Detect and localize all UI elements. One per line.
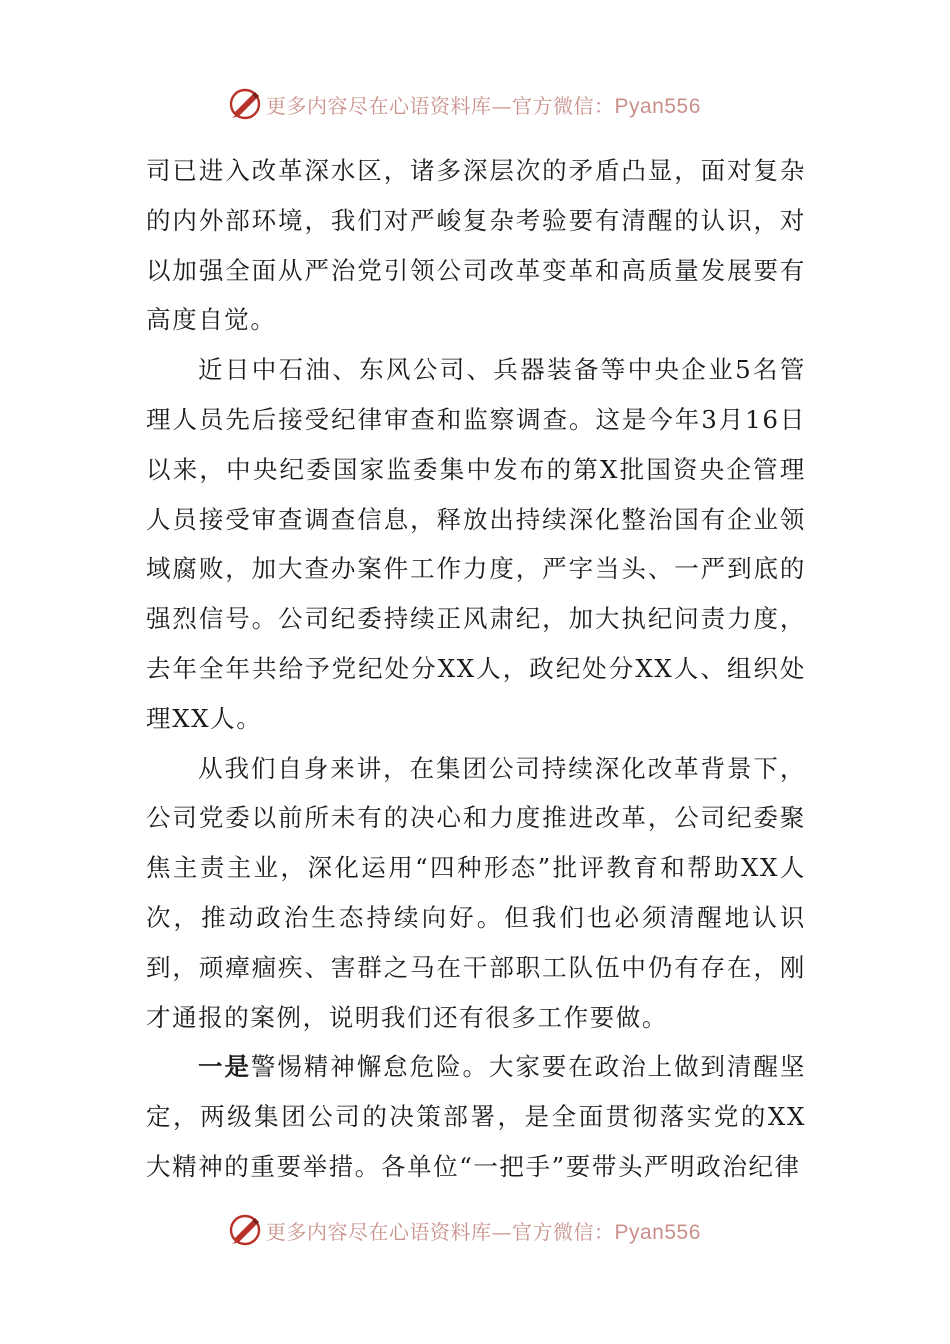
footer-wechat-id: Pyan556 [614,1220,701,1244]
header-banner-text: 更多内容尽在心语资料库—官方微信：Pyan556 [266,93,701,118]
footer-banner-text: 更多内容尽在心语资料库—官方微信：Pyan556 [266,1219,701,1244]
paragraph-1: 司已进入改革深水区，诸多深层次的矛盾凸显，面对复杂的内外部环境，我们对严峻复杂考验要有清醒的认识，对以加强全面从严治党引领公司改革变革和高质量发展要有高度自觉。 [146,156,806,335]
paragraph-4-lead: 一是 [198,1052,251,1082]
paragraph-4-text: 警惕精神懈怠危险。大家要在政治上做到清醒坚定，两级集团公司的决策部署，是全面贯彻落实党的XX大精神的重要举措。各单位“一把手”要带头严明政治纪律 [146,1052,806,1181]
footer-banner [228,1210,788,1250]
paragraph-2: 近日中石油、东风公司、兵器装备等中央企业5名管理人员先后接受纪律审查和监察调查。这是今年3月16日以来，中央纪委国家监委集中发布的第X批国资央企管理人员接受审查调查信息，释放出持续深化整治国有企业领域腐败，加大查办案件工作力度，严字当头、一严到底的强烈信号。公司纪委持续正风肃纪，加大执纪问责力度，去年全年共给予党纪处分XX人，政纪处分XX人、组织处理XX人。 [146,355,806,733]
pen-logo-icon [228,87,262,121]
document-body [146,146,806,1192]
pen-logo-icon [228,1213,262,1247]
header-wechat-id: Pyan556 [614,94,701,118]
paragraph-3: 从我们自身来讲，在集团公司持续深化改革背景下，公司党委以前所未有的决心和力度推进改革，公司纪委聚焦主责主业，深化运用“四种形态”批评教育和帮助XX人次，推动政治生态持续向好。但我们也必须清醒地认识到，顽瘴痼疾、害群之马在干部职工队伍中仍有存在，刚才通报的案例，说明我们还有很多工作要做。 [146,753,806,1032]
paragraph-4 [146,1042,806,1191]
header-banner [228,84,788,124]
